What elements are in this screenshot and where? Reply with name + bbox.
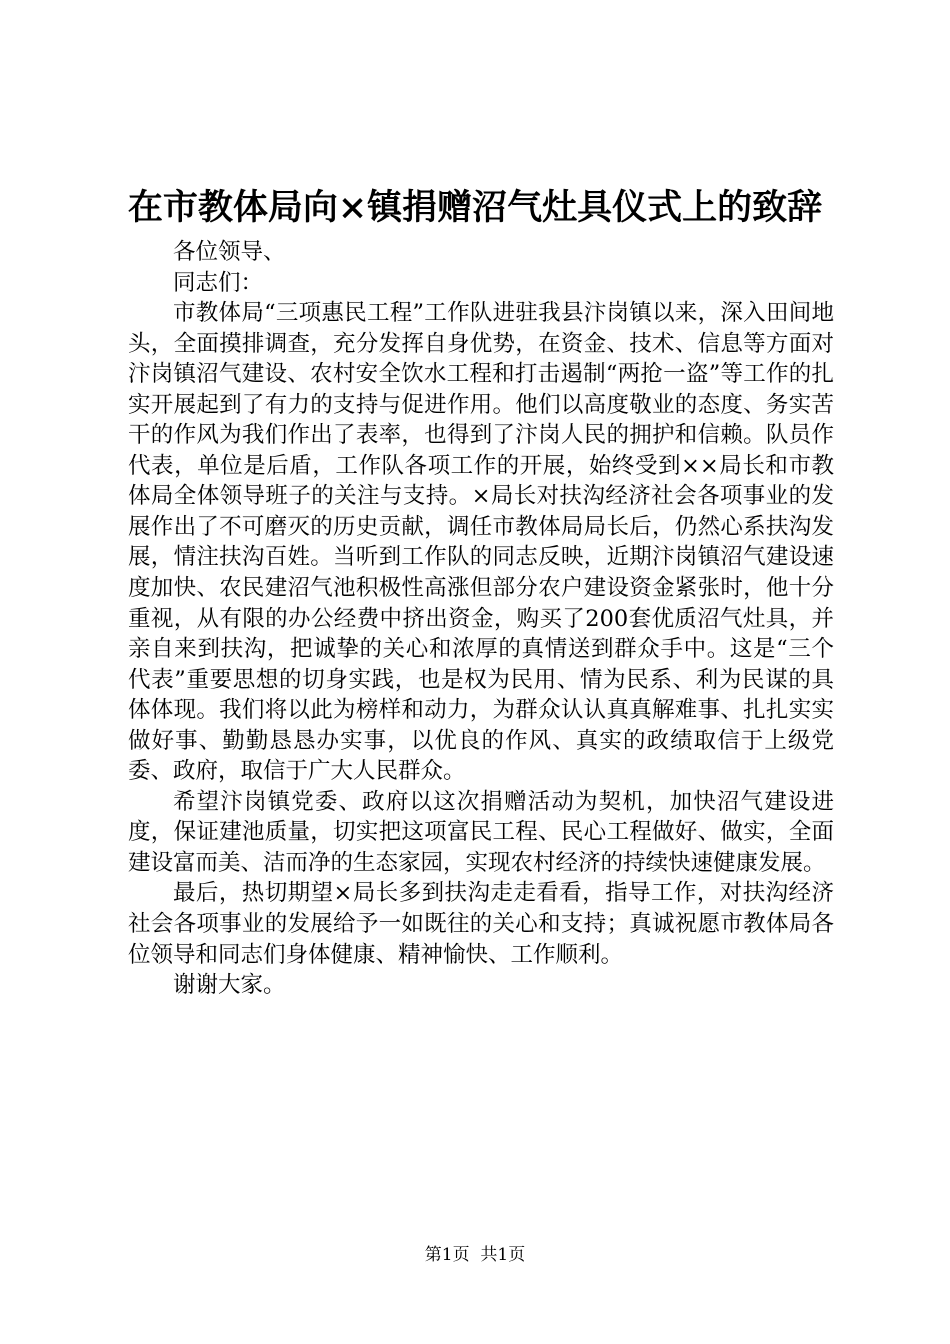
document-title: 在市教体局向×镇捐赠沼气灶具仪式上的致辞 xyxy=(127,187,823,228)
body-paragraph: 最后，热切期望×局长多到扶沟走走看看，指导工作，对扶沟经济社会各项事业的发展给予一如既往的关心和支持；真诚祝愿市教体局各位领导和同志们身体健康、精神愉快、工作顺利。 xyxy=(128,880,834,968)
body-paragraph: 市教体局“三项惠民工程”工作队进驻我县汴岗镇以来，深入田间地头，全面摸排调查，充分发挥自身优势，在资金、技术、信息等方面对汴岗镇沼气建设、农村安全饮水工程和打击遏制“两抢一盗”等工作的扎实开展起到了有力的支持与促进作用。他们以高度敬业的态度、务实苦干的作风为我们作出了表率，也得到了汴岗人民的拥护和信赖。队员作代表，单位是后盾，工作队各项工作的开展，始终受到××局长和市教体局全体领导班子的关注与支持。×局长对扶沟经济社会各项事业的发展作出了不可磨灭的历史贡献，调任市教体局局长后，仍然心系扶沟发展，情注扶沟百姓。当听到工作队的同志反映，近期汴岗镇沼气建设速度加快、农民建沼气池积极性高涨但部分农户建设资金紧张时，他十分重视，从有限的办公经费中挤出资金，购买了200套优质沼气灶具，并亲自来到扶沟，把诚挚的关心和浓厚的真情送到群众手中。这是“三个代表”重要思想的切身实践，也是权为民用、情为民系、利为民谋的具体体现。我们将以此为榜样和动力，为群众认认真真解难事、扎扎实实做好事、勤勤恳恳办实事，以优良的作风、真实的政绩取信于上级党委、政府，取信于广大人民群众。 xyxy=(128,300,834,785)
closing-line: 谢谢大家。 xyxy=(173,972,286,999)
page-number-footer: 第1页 共1页 xyxy=(424,1245,526,1265)
body-paragraph: 希望汴岗镇党委、政府以这次捐赠活动为契机，加快沼气建设进度，保证建池质量，切实把这项富民工程、民心工程做好、做实，全面建设富而美、洁而净的生态家园，实现农村经济的持续快速健康发展。 xyxy=(128,788,834,876)
salutation-line: 各位领导、 xyxy=(173,239,286,265)
salutation-line: 同志们： xyxy=(173,269,264,296)
document-body xyxy=(128,237,834,1001)
